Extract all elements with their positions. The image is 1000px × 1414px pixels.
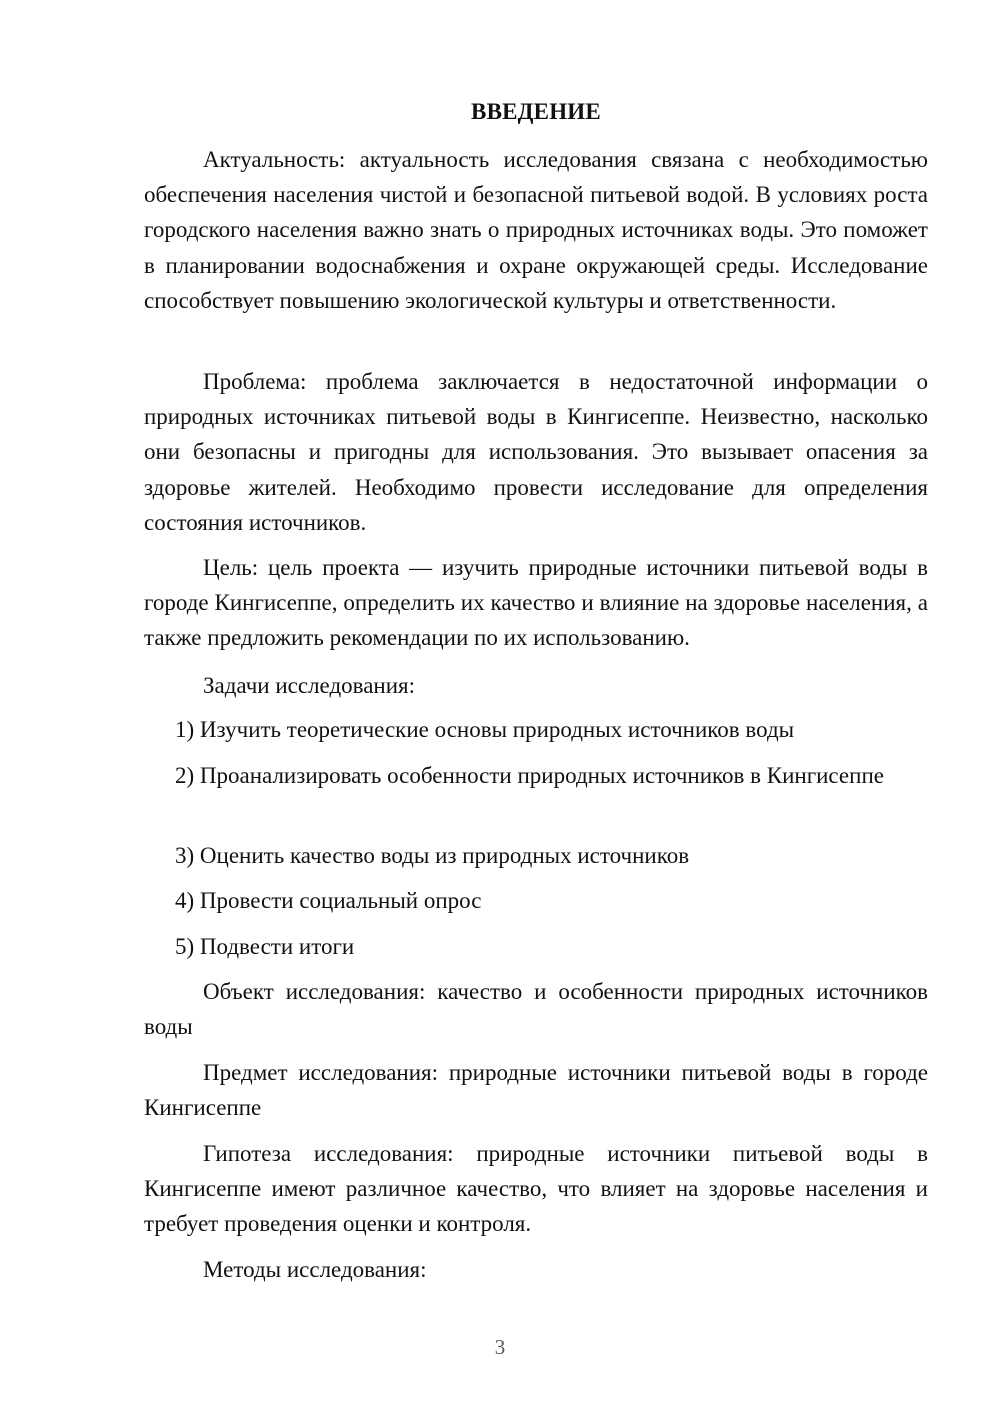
object-paragraph: Объект исследования: качество и особенности природных источников воды — [144, 979, 928, 1040]
page-number: 3 — [494, 1335, 506, 1359]
problem-paragraph: Проблема: проблема заключается в недостаточной информации о природных источниках питьевой воды в Кингисеппе. Неизвестно, насколько они безопасны и пригодны для использования. Это вызывает опасения за здоровье жителей. Необходимо провести исследование для определения состояния источников. — [144, 369, 928, 535]
methods-heading: Методы исследования: — [203, 1257, 427, 1282]
subject-paragraph: Предмет исследования: природные источники питьевой воды в городе Кингисеппе — [144, 1060, 928, 1121]
list-item: 1) Изучить теоретические основы природных источников воды — [175, 717, 795, 742]
list-item: 5) Подвести итоги — [175, 934, 355, 959]
list-item: 2) Проанализировать особенности природных источников в Кингисеппе — [175, 763, 884, 788]
document-page — [144, 0, 928, 1414]
list-item: 3) Оценить качество воды из природных источников — [175, 843, 690, 868]
list-item: 4) Провести социальный опрос — [175, 888, 482, 913]
page-title: ВВЕДЕНИЕ — [471, 99, 601, 124]
tasks-heading: Задачи исследования: — [203, 673, 416, 698]
relevance-paragraph: Актуальность: актуальность исследования связана с необходимостью обеспечения населения чистой и безопасной питьевой водой. В условиях роста городского населения важно знать о природных источниках воды. Это поможет в планировании водоснабжения и охране окружающей среды. Исследование способствует повышению экологической культуры и ответственности. — [144, 147, 928, 313]
hypothesis-paragraph: Гипотеза исследования: природные источники питьевой воды в Кингисеппе имеют различное качество, что влияет на здоровье населения и требует проведения оценки и контроля. — [144, 1141, 928, 1237]
goal-paragraph: Цель: цель проекта — изучить природные источники питьевой воды в городе Кингисеппе, определить их качество и влияние на здоровье населения, а также предложить рекомендации по их использованию. — [144, 555, 928, 651]
